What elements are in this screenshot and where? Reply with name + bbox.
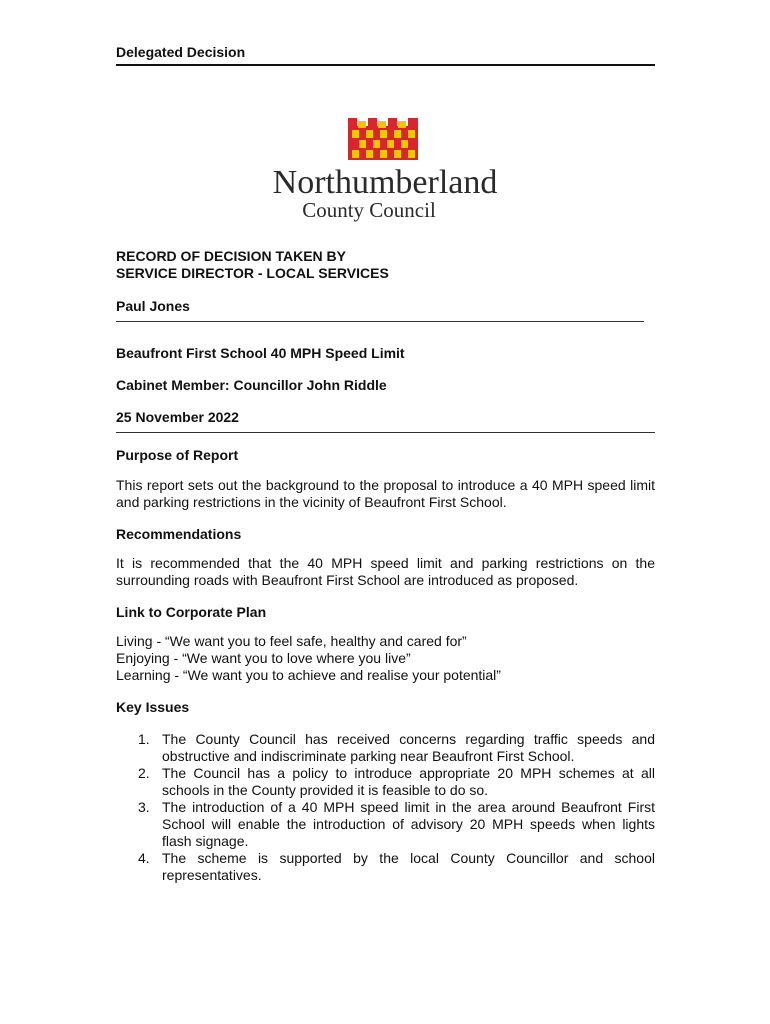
record-title-line-2: SERVICE DIRECTOR - LOCAL SERVICES: [116, 265, 389, 281]
decision-date: 25 November 2022: [116, 409, 239, 425]
logo-subtitle: County Council: [302, 198, 436, 222]
list-item-text: The Council has a policy to introduce appropriate 20 MPH schemes at all schools in the County provided it is feasible to do so.: [162, 765, 655, 798]
list-item-number: 4.: [138, 850, 150, 866]
decision-subject: Beaufront First School 40 MPH Speed Limit: [116, 345, 405, 361]
list-item-text: The scheme is supported by the local County Councillor and school representatives.: [162, 850, 655, 883]
list-item: [116, 799, 655, 850]
corporate-plan-line: Living - “We want you to feel safe, healthy and cared for”: [116, 633, 467, 649]
document-body: [116, 248, 655, 884]
corporate-plan-list: [116, 633, 655, 684]
divider: [116, 321, 644, 322]
corporate-plan-line: Learning - “We want you to achieve and realise your potential”: [116, 667, 501, 683]
list-item: [116, 731, 655, 765]
list-item-text: The introduction of a 40 MPH speed limit in the area around Beaufront First School will enable the introduction of advisory 20 MPH speeds when lights flash signage.: [162, 799, 655, 849]
council-logo: [244, 118, 544, 228]
list-item-text: The County Council has received concerns regarding traffic speeds and obstructive and indiscriminate parking near Beaufront First School.: [162, 731, 655, 764]
recommendations-heading: Recommendations: [116, 526, 242, 542]
list-item: [116, 765, 655, 799]
logo-wordmark: Northumberland: [272, 164, 498, 201]
corporate-plan-heading: Link to Corporate Plan: [116, 604, 267, 620]
purpose-text: This report sets out the background to the proposal to introduce a 40 MPH speed limit and parking restrictions in the vicinity of Beaufront First School.: [116, 477, 655, 510]
cabinet-member: Cabinet Member: Councillor John Riddle: [116, 377, 387, 393]
record-title-line-1: RECORD OF DECISION TAKEN BY: [116, 248, 346, 264]
recommendations-text: It is recommended that the 40 MPH speed limit and parking restrictions on the surrounding roads with Beaufront First School are introduced as proposed.: [116, 555, 655, 588]
list-item-number: 3.: [138, 799, 150, 815]
list-item: [116, 850, 655, 884]
list-item-number: 2.: [138, 765, 150, 781]
running-header: Delegated Decision: [116, 43, 655, 66]
list-item-number: 1.: [138, 731, 150, 747]
divider: [116, 432, 655, 433]
officer-name: Paul Jones: [116, 298, 190, 314]
corporate-plan-line: Enjoying - “We want you to love where you live”: [116, 650, 411, 666]
crest-icon: [348, 118, 418, 160]
key-issues-list: [116, 731, 655, 884]
purpose-heading: Purpose of Report: [116, 447, 239, 463]
key-issues-heading: Key Issues: [116, 699, 190, 715]
